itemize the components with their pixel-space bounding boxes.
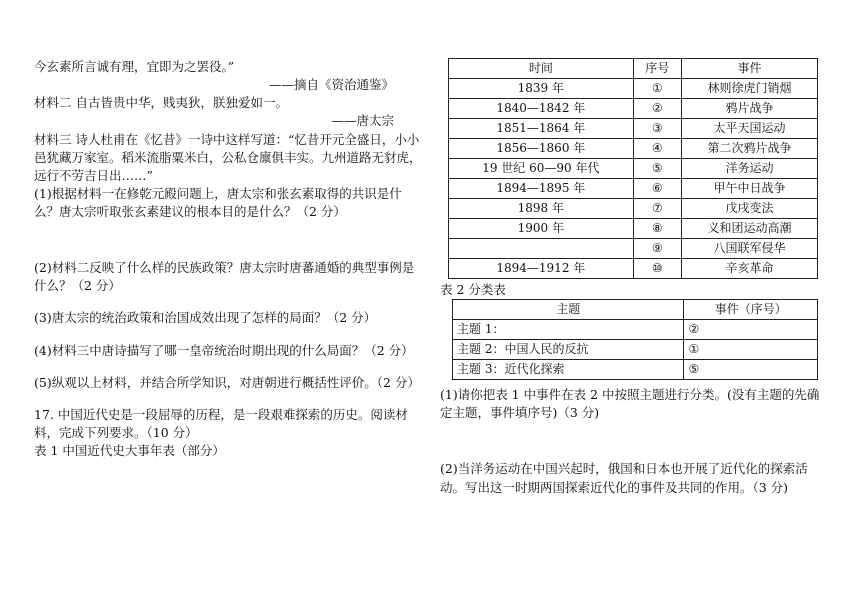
question-17-intro: 17. 中国近代史是一段屈辱的历程，是一段艰难探索的历史。阅读材料，完成下列要求。（10 分） bbox=[34, 406, 408, 440]
table-row bbox=[449, 159, 818, 179]
table2-caption: 表 2 分类表 bbox=[440, 282, 506, 297]
question-2: (2)材料二反映了什么样的民族政策？唐太宗时唐蕃通婚的典型事例是什么？（2 分） bbox=[34, 260, 415, 294]
time-cell: 1894—1895 年 bbox=[449, 179, 634, 199]
table-row bbox=[449, 119, 818, 139]
number-cell: ⑤ bbox=[633, 159, 681, 179]
event-cell: 义和团运动高潮 bbox=[681, 219, 817, 239]
table-header-row bbox=[453, 300, 818, 320]
time-cell: 1900 年 bbox=[449, 219, 634, 239]
time-cell: 1851—1864 年 bbox=[449, 119, 634, 139]
time-cell-blank bbox=[449, 239, 634, 259]
header-event-number: 事件（序号） bbox=[684, 300, 818, 320]
question-17-1: (1)请你把表 1 中事件在表 2 中按照主题进行分类。(没有主题的先确定主题，事件填序号)（3 分) bbox=[440, 387, 820, 421]
time-cell: 1840—1842 年 bbox=[449, 99, 634, 119]
material1-source: ——摘自《资治通鉴》 bbox=[268, 77, 394, 93]
event-cell: 第二次鸦片战争 bbox=[681, 139, 817, 159]
event-cell: 太平天国运动 bbox=[681, 119, 817, 139]
question-3: (3)唐太宗的统治政策和治国成效出现了怎样的局面？（2 分） bbox=[34, 310, 377, 326]
number-cell: ① bbox=[633, 79, 681, 99]
number-cell: ③ bbox=[633, 119, 681, 139]
material2-text: 材料二 自古皆贵中华，贱夷狄，朕独爱如一。 bbox=[34, 95, 288, 111]
event-cell: 洋务运动 bbox=[681, 159, 817, 179]
table1-caption: 表 1 中国近代史大事年表（部分） bbox=[34, 443, 225, 458]
number-cell: ② bbox=[633, 99, 681, 119]
table-row bbox=[453, 360, 818, 380]
time-cell: 1894—1912 年 bbox=[449, 259, 634, 279]
number-cell: ⑩ bbox=[633, 259, 681, 279]
time-cell: 1839 年 bbox=[449, 79, 634, 99]
event-number-cell: ⑤ bbox=[684, 360, 818, 380]
table-row bbox=[449, 239, 818, 259]
header-number: 序号 bbox=[633, 59, 681, 79]
events-table bbox=[448, 58, 818, 279]
question-17-2: (2)当洋务运动在中国兴起时，俄国和日本也开展了近代化的探索活动。写出这一时期两国探索近代化的事件及共同的作用。（3 分) bbox=[440, 461, 808, 495]
material3-text: 材料三 诗人杜甫在《忆昔》一诗中这样写道：“忆昔开元全盛日，小小邑犹藏万家室。稻米流脂粟米白，公私仓廪俱丰实。九州道路无豺虎，远行不劳吉日出……” bbox=[34, 131, 422, 183]
time-cell: 1898 年 bbox=[449, 199, 634, 219]
event-cell: 鸦片战争 bbox=[681, 99, 817, 119]
table-row bbox=[453, 320, 818, 340]
event-cell: 林则徐虎门销烟 bbox=[681, 79, 817, 99]
material2-source: ——唐太宗 bbox=[331, 113, 394, 129]
event-cell: 辛亥革命 bbox=[681, 259, 817, 279]
event-cell: 甲午中日战争 bbox=[681, 179, 817, 199]
number-cell: ⑨ bbox=[633, 239, 681, 259]
table-row bbox=[449, 139, 818, 159]
event-cell: 八国联军侵华 bbox=[681, 239, 817, 259]
header-time: 时间 bbox=[449, 59, 634, 79]
event-cell: 戊戌变法 bbox=[681, 199, 817, 219]
theme-cell: 主题 1： bbox=[453, 320, 684, 340]
table-row bbox=[449, 99, 818, 119]
header-theme: 主题 bbox=[453, 300, 684, 320]
table-header-row bbox=[449, 59, 818, 79]
question-4: (4)材料三中唐诗描写了哪一皇帝统治时期出现的什么局面？（2 分） bbox=[34, 342, 414, 358]
event-number-cell: ② bbox=[684, 320, 818, 340]
time-cell: 19 世纪 60—90 年代 bbox=[449, 159, 634, 179]
table-row bbox=[449, 179, 818, 199]
number-cell: ⑧ bbox=[633, 219, 681, 239]
question-1: (1)根据材料一在修乾元殿问题上，唐太宗和张玄素取得的共识是什么？唐太宗听取张玄素建议的根本目的是什么？（2 分） bbox=[34, 185, 402, 219]
table-row bbox=[453, 340, 818, 360]
theme-cell: 主题 3：近代化探索 bbox=[453, 360, 684, 380]
event-number-cell: ① bbox=[684, 340, 818, 360]
right-column bbox=[440, 58, 828, 497]
table-row bbox=[449, 79, 818, 99]
header-event: 事件 bbox=[681, 59, 817, 79]
number-cell: ⑥ bbox=[633, 179, 681, 199]
number-cell: ④ bbox=[633, 139, 681, 159]
theme-cell: 主题 2：中国人民的反抗 bbox=[453, 340, 684, 360]
material1-ending: 今玄素所言诚有理，宜即为之罢役。” bbox=[34, 59, 235, 74]
number-cell: ⑦ bbox=[633, 199, 681, 219]
classification-table bbox=[452, 299, 818, 380]
question-5: (5)纵观以上材料，并结合所学知识，对唐朝进行概括性评价。（2 分） bbox=[34, 374, 420, 390]
left-column bbox=[34, 58, 424, 460]
time-cell: 1856—1860 年 bbox=[449, 139, 634, 159]
table-row bbox=[449, 259, 818, 279]
table-row bbox=[449, 199, 818, 219]
table-row bbox=[449, 219, 818, 239]
